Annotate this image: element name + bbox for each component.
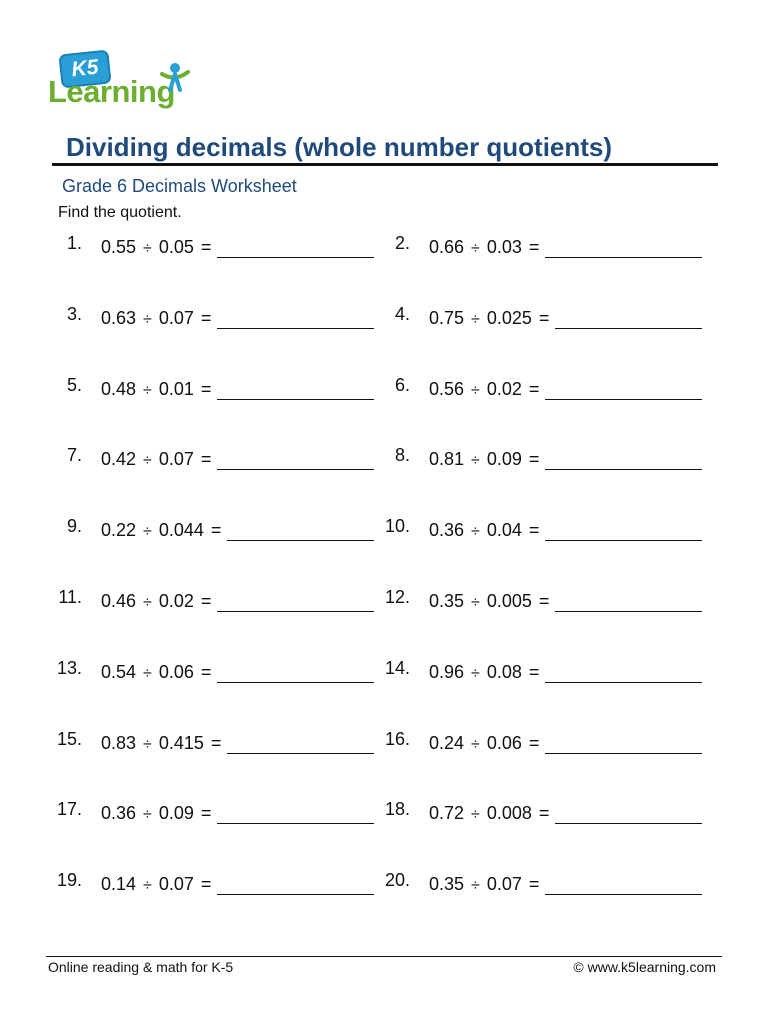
- equals-sign: =: [210, 733, 222, 753]
- problem-number: 14.: [384, 658, 410, 678]
- divide-sign: ÷: [143, 665, 152, 682]
- problem-number: 19.: [56, 870, 82, 890]
- divisor: 0.008: [486, 803, 532, 823]
- divide-sign: ÷: [471, 877, 480, 894]
- divisor: 0.06: [486, 733, 522, 753]
- k5-learning-logo: [48, 50, 188, 112]
- equals-sign: =: [538, 308, 550, 328]
- divide-sign: ÷: [143, 523, 152, 540]
- equals-sign: =: [210, 520, 222, 540]
- equals-sign: =: [528, 379, 540, 399]
- dividend: 0.14: [101, 874, 137, 894]
- problem-number: 8.: [394, 445, 410, 465]
- problem-expression: [429, 379, 539, 400]
- divide-sign: ÷: [471, 594, 480, 611]
- divide-sign: ÷: [471, 736, 480, 753]
- title-divider: [52, 163, 718, 166]
- divisor: 0.06: [158, 662, 194, 682]
- divisor: 0.01: [158, 379, 194, 399]
- divisor: 0.07: [158, 874, 194, 894]
- problem-number: 6.: [394, 375, 410, 395]
- equals-sign: =: [200, 662, 212, 682]
- problem-number: 18.: [384, 799, 410, 819]
- divide-sign: ÷: [143, 877, 152, 894]
- problem-item: [0, 233, 768, 265]
- equals-sign: =: [528, 520, 540, 540]
- divide-sign: ÷: [143, 736, 152, 753]
- problem-number: 4.: [394, 304, 410, 324]
- answer-blank[interactable]: [545, 682, 702, 683]
- instructions: Find the quotient.: [58, 204, 182, 221]
- problem-expression: [429, 449, 539, 470]
- problem-number: 16.: [384, 729, 410, 749]
- divide-sign: ÷: [471, 240, 480, 257]
- answer-blank[interactable]: [545, 399, 702, 400]
- dividend: 0.63: [101, 308, 137, 328]
- answer-blank[interactable]: [545, 469, 702, 470]
- problem-expression: [429, 803, 549, 824]
- problem-item: [0, 658, 768, 690]
- problem-item: [0, 799, 768, 831]
- dividend: 0.42: [101, 449, 137, 469]
- dividend: 0.48: [101, 379, 137, 399]
- problem-number: 3.: [66, 304, 82, 324]
- problem-number: 12.: [384, 587, 410, 607]
- k5-badge: K5: [58, 49, 111, 88]
- equals-sign: =: [200, 308, 212, 328]
- dividend: 0.81: [429, 449, 465, 469]
- equals-sign: =: [528, 874, 540, 894]
- problem-number: 15.: [56, 729, 82, 749]
- dividend: 0.96: [429, 662, 465, 682]
- equals-sign: =: [200, 874, 212, 894]
- divisor: 0.07: [486, 874, 522, 894]
- divisor: 0.02: [486, 379, 522, 399]
- dividend: 0.36: [429, 520, 465, 540]
- footer-tagline: Online reading & math for K-5: [48, 959, 234, 975]
- divide-sign: ÷: [143, 452, 152, 469]
- divisor: 0.07: [158, 449, 194, 469]
- problem-number: 10.: [384, 516, 410, 536]
- divisor: 0.005: [486, 591, 532, 611]
- problem-number: 5.: [66, 375, 82, 395]
- equals-sign: =: [200, 237, 212, 257]
- problem-expression: [429, 308, 549, 329]
- dividend: 0.36: [101, 803, 137, 823]
- answer-blank[interactable]: [555, 611, 702, 612]
- answer-blank[interactable]: [545, 894, 702, 895]
- problem-item: [0, 870, 768, 902]
- problem-number: 1.: [66, 233, 82, 253]
- divisor: 0.05: [158, 237, 194, 257]
- divisor: 0.09: [486, 449, 522, 469]
- divide-sign: ÷: [471, 311, 480, 328]
- problem-number: 7.: [66, 445, 82, 465]
- divisor: 0.025: [486, 308, 532, 328]
- equals-sign: =: [538, 591, 550, 611]
- dividend: 0.35: [429, 591, 465, 611]
- problem-number: 13.: [56, 658, 82, 678]
- divide-sign: ÷: [143, 382, 152, 399]
- divisor: 0.415: [158, 733, 204, 753]
- divide-sign: ÷: [471, 452, 480, 469]
- divisor: 0.09: [158, 803, 194, 823]
- equals-sign: =: [538, 803, 550, 823]
- dividend: 0.72: [429, 803, 465, 823]
- learning-wordmark: Learning: [48, 74, 175, 109]
- dividend: 0.66: [429, 237, 465, 257]
- dividend: 0.56: [429, 379, 465, 399]
- worksheet-subtitle: Grade 6 Decimals Worksheet: [62, 176, 297, 196]
- problem-number: 11.: [58, 587, 82, 607]
- problem-item: [0, 304, 768, 336]
- divisor: 0.044: [158, 520, 204, 540]
- problem-expression: [429, 591, 549, 612]
- page-title: Dividing decimals (whole number quotients): [66, 132, 613, 162]
- divide-sign: ÷: [471, 806, 480, 823]
- divisor: 0.07: [158, 308, 194, 328]
- problem-item: [0, 445, 768, 477]
- divisor: 0.04: [486, 520, 522, 540]
- divisor: 0.08: [486, 662, 522, 682]
- dividend: 0.54: [101, 662, 137, 682]
- problem-number: 20.: [384, 870, 410, 890]
- footer-website: © www.k5learning.com: [573, 959, 716, 975]
- equals-sign: =: [200, 379, 212, 399]
- problem-item: [0, 729, 768, 761]
- equals-sign: =: [528, 449, 540, 469]
- divide-sign: ÷: [143, 240, 152, 257]
- divide-sign: ÷: [143, 806, 152, 823]
- dividend: 0.75: [429, 308, 465, 328]
- problem-expression: [429, 733, 539, 754]
- equals-sign: =: [528, 733, 540, 753]
- divisor: 0.03: [486, 237, 522, 257]
- divide-sign: ÷: [471, 665, 480, 682]
- problem-expression: [429, 662, 539, 683]
- problem-number: 17.: [56, 799, 82, 819]
- equals-sign: =: [528, 237, 540, 257]
- equals-sign: =: [200, 591, 212, 611]
- equals-sign: =: [200, 803, 212, 823]
- star-figure-icon: [158, 60, 192, 94]
- problem-expression: [429, 874, 539, 895]
- dividend: 0.46: [101, 591, 137, 611]
- divide-sign: ÷: [143, 594, 152, 611]
- answer-blank[interactable]: [545, 753, 702, 754]
- answer-blank[interactable]: [555, 328, 702, 329]
- equals-sign: =: [528, 662, 540, 682]
- dividend: 0.24: [429, 733, 465, 753]
- problem-number: 2.: [394, 233, 410, 253]
- problem-item: [0, 375, 768, 407]
- problem-item: [0, 587, 768, 619]
- equals-sign: =: [200, 449, 212, 469]
- divisor: 0.02: [158, 591, 194, 611]
- problem-item: [0, 516, 768, 548]
- answer-blank[interactable]: [555, 823, 702, 824]
- answer-blank[interactable]: [545, 540, 702, 541]
- divide-sign: ÷: [471, 523, 480, 540]
- problem-number: 9.: [66, 516, 82, 536]
- dividend: 0.22: [101, 520, 137, 540]
- footer-divider: [46, 956, 722, 957]
- divide-sign: ÷: [143, 311, 152, 328]
- dividend: 0.35: [429, 874, 465, 894]
- answer-blank[interactable]: [545, 257, 702, 258]
- problem-expression: [429, 237, 539, 258]
- dividend: 0.83: [101, 733, 137, 753]
- dividend: 0.55: [101, 237, 137, 257]
- problem-expression: [429, 520, 539, 541]
- divide-sign: ÷: [471, 382, 480, 399]
